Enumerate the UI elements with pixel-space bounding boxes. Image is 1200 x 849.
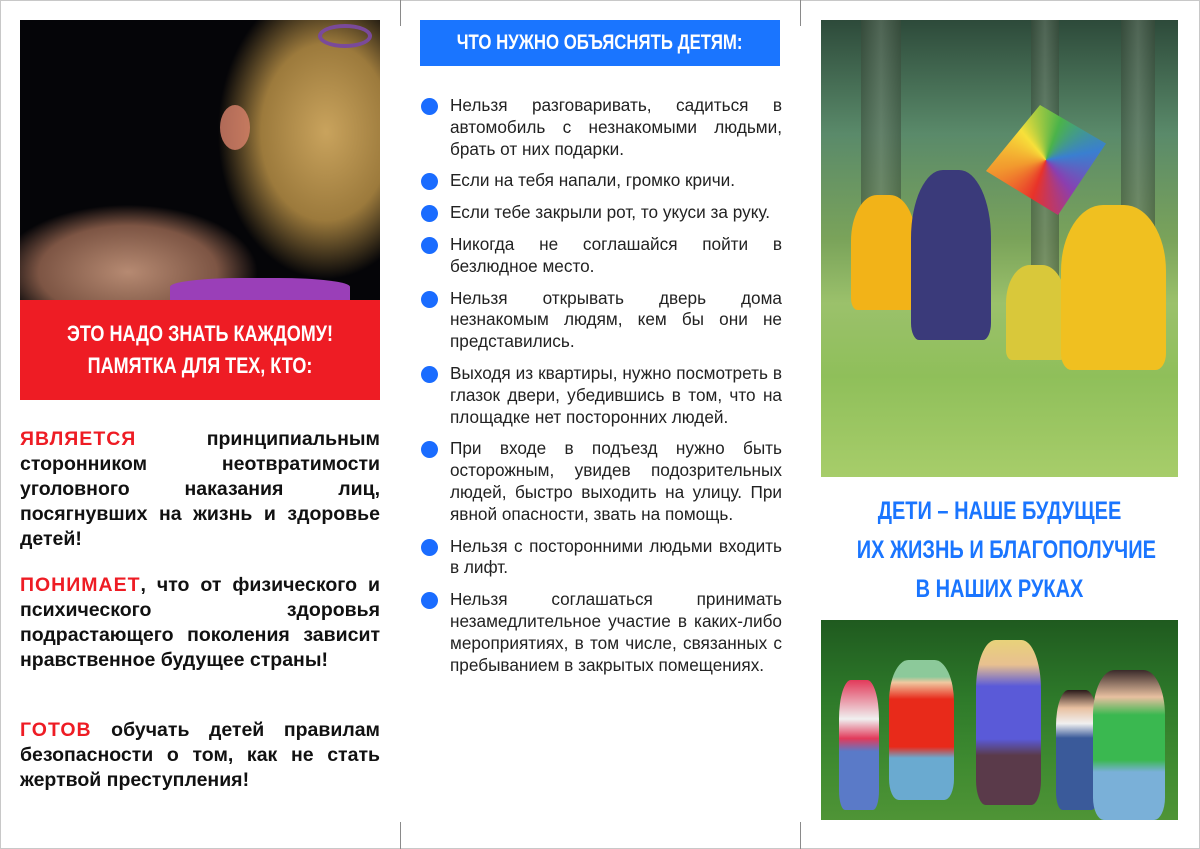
grandfather [1061,205,1166,370]
rule-text: Если на тебя напали, громко кричи. [450,170,736,191]
rule-text: Никогда не соглашайся пойти в безлюдное место. [450,233,782,276]
rule-item [420,234,782,278]
grandmother [911,170,991,340]
middle-title: ЧТО НУЖНО ОБЪЯСНЯТЬ ДЕТЯМ: [457,31,743,54]
bullet-icon [421,441,438,458]
keyword-is: ЯВЛЯЕТСЯ [20,428,137,450]
child-overalls [1006,265,1066,360]
rule-item [420,288,782,353]
red-banner [20,300,380,400]
photo-children-running [821,620,1178,820]
kid-striped [839,680,879,810]
child-ear [220,105,250,150]
rule-text: При входе в подъезд нужно быть осторожным, увидев подозрительных людей, быстро выходить на улицу. При явной опасности, звать на помощь. [450,438,782,524]
safety-rules-list [420,95,782,686]
slogan-line-2: ИХ ЖИЗНЬ И БЛАГОПОЛУЧИЕ [856,536,1156,564]
bullet-icon [421,291,438,308]
slogan-line-1: ДЕТИ – НАШЕ БУДУЩЕЕ [877,497,1122,525]
rule-item [420,95,782,160]
rule-item [420,438,782,525]
banner-line-1: ЭТО НАДО ЗНАТЬ КАЖДОМУ! [66,321,334,346]
paragraph-understands-text: , что от физического и психического здоровья подрастающего поколения зависит нравственное будущее страны! [20,574,380,671]
paragraph-understands [20,573,380,673]
rule-text: Нельзя соглашаться принимать незамедлительное участие в каких-либо мероприятиях, в том числе, связанных с пребыванием в закрытых помещениях. [450,589,782,675]
kid-red-shirt [889,660,954,800]
child-yellow-shirt [851,195,916,310]
fold-mark-top-right [800,0,801,26]
banner-line-2: ПАМЯТКА ДЛЯ ТЕХ, КТО: [87,353,313,378]
rule-text: Выходя из квартиры, нужно посмотреть в глазок двери, убедившись в том, что на площадке нет посторонних людей. [450,362,782,427]
photo-hand-on-shoulder [20,20,380,300]
bullet-icon [421,98,438,115]
bullet-icon [421,366,438,383]
rule-text: Нельзя разговаривать, садиться в автомобиль с незнакомыми людьми, брать от них подарки. [450,95,782,159]
bullet-icon [421,205,438,222]
bullet-icon [421,592,438,609]
keyword-understands: ПОНИМАЕТ [20,574,141,596]
rule-text: Если тебе закрыли рот, то укуси за руку. [450,202,771,223]
rule-text: Нельзя с посторонними людьми входить в лифт. [450,535,782,578]
bullet-icon [421,237,438,254]
photo-family-with-kite [821,20,1178,477]
paragraph-ready-text: обучать детей правилам безопасности о том, как не стать жертвой преступления! [20,719,380,791]
fold-mark-bottom-right [800,822,801,849]
rule-text: Нельзя открывать дверь дома незнакомым людям, кем бы они не представились. [450,287,782,352]
paragraph-ready [20,718,380,793]
bullet-icon [421,539,438,556]
purple-shirt [170,278,350,300]
paragraph-is [20,427,380,552]
kid-green-sweater [1093,670,1165,820]
bullet-icon [421,173,438,190]
left-panel [0,0,400,849]
middle-title-banner [420,20,780,66]
kid-overalls [1056,690,1098,810]
rule-item [420,202,782,224]
paragraph-is-text: принципиальным сторонником неотвратимости уголовного наказания лиц, посягнувших на жизнь и здоровье детей! [20,428,380,550]
rule-item [420,170,782,192]
rule-item [420,363,782,428]
hair-tie [318,24,372,48]
slogan-line-3: В НАШИХ РУКАХ [915,575,1084,603]
keyword-ready: ГОТОВ [20,719,92,741]
slogan [821,492,1178,609]
kid-blue-shirt [976,640,1041,805]
rule-item [420,589,782,676]
rule-item [420,536,782,580]
kite [986,105,1106,215]
